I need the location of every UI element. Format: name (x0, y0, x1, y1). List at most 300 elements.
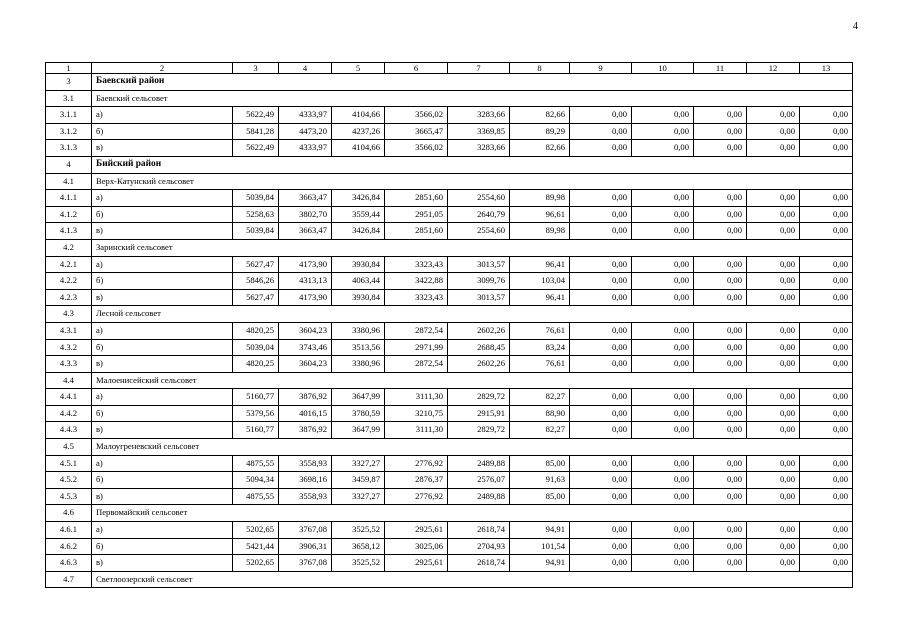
value-cell: 0,00 (570, 190, 632, 207)
value-cell: 0,00 (632, 555, 694, 572)
value-cell: 3327,27 (332, 455, 385, 472)
value-cell: 0,00 (747, 356, 800, 373)
value-cell: 3422,88 (385, 273, 448, 290)
row-code: 4.4 (46, 372, 92, 389)
value-cell: 83,24 (510, 339, 570, 356)
value-cell: 85,00 (510, 488, 570, 505)
row-code: 4.3.1 (46, 322, 92, 339)
value-cell: 91,63 (510, 472, 570, 489)
value-cell: 2618,74 (448, 522, 510, 539)
value-cell: 0,00 (747, 206, 800, 223)
value-cell: 0,00 (747, 538, 800, 555)
value-cell: 0,00 (800, 107, 853, 124)
table-row (46, 356, 853, 373)
value-cell: 0,00 (570, 140, 632, 157)
value-cell: 5841,28 (233, 123, 279, 140)
value-cell: 3111,30 (385, 422, 448, 439)
value-cell: 0,00 (694, 522, 747, 539)
row-variant: б) (92, 123, 233, 140)
value-cell: 0,00 (747, 339, 800, 356)
value-cell: 0,00 (632, 488, 694, 505)
value-cell: 4173,90 (279, 289, 332, 306)
value-cell: 0,00 (632, 522, 694, 539)
settlement-name: Малоугреневский сельсовет (92, 439, 853, 456)
value-cell: 0,00 (747, 123, 800, 140)
column-number: 4 (279, 63, 332, 74)
value-cell: 2618,74 (448, 555, 510, 572)
value-cell: 89,98 (510, 190, 570, 207)
value-cell: 0,00 (800, 339, 853, 356)
value-cell: 0,00 (632, 422, 694, 439)
table-row (46, 455, 853, 472)
value-cell: 3698,16 (279, 472, 332, 489)
value-cell: 0,00 (694, 273, 747, 290)
value-cell: 4820,25 (233, 356, 279, 373)
value-cell: 0,00 (570, 356, 632, 373)
value-cell: 0,00 (800, 289, 853, 306)
value-cell: 2851,60 (385, 190, 448, 207)
column-number-row (46, 63, 853, 74)
value-cell: 3767,08 (279, 522, 332, 539)
value-cell: 3566,02 (385, 140, 448, 157)
value-cell: 3323,43 (385, 256, 448, 273)
value-cell: 0,00 (747, 140, 800, 157)
row-code: 4.5.3 (46, 488, 92, 505)
district-row (46, 74, 853, 91)
value-cell: 0,00 (694, 256, 747, 273)
row-code: 4.5 (46, 439, 92, 456)
value-cell: 0,00 (747, 555, 800, 572)
settlement-name: Верх-Катунский сельсовет (92, 173, 853, 190)
value-cell: 4104,66 (332, 107, 385, 124)
value-cell: 0,00 (570, 273, 632, 290)
table-row (46, 256, 853, 273)
value-cell: 0,00 (747, 422, 800, 439)
value-cell: 82,27 (510, 389, 570, 406)
value-cell: 0,00 (632, 472, 694, 489)
value-cell: 2704,93 (448, 538, 510, 555)
column-number: 2 (92, 63, 233, 74)
value-cell: 3876,92 (279, 389, 332, 406)
row-code: 4.1.1 (46, 190, 92, 207)
row-code: 3.1.3 (46, 140, 92, 157)
value-cell: 0,00 (694, 555, 747, 572)
value-cell: 0,00 (570, 322, 632, 339)
row-code: 4 (46, 156, 92, 173)
column-number: 6 (385, 63, 448, 74)
value-cell: 3426,84 (332, 190, 385, 207)
value-cell: 0,00 (800, 555, 853, 572)
value-cell: 0,00 (747, 405, 800, 422)
row-variant: а) (92, 107, 233, 124)
row-code: 4.5.2 (46, 472, 92, 489)
value-cell: 3099,76 (448, 273, 510, 290)
value-cell: 0,00 (800, 472, 853, 489)
value-cell: 0,00 (800, 273, 853, 290)
row-code: 4.2.1 (46, 256, 92, 273)
value-cell: 3525,52 (332, 522, 385, 539)
value-cell: 3459,87 (332, 472, 385, 489)
value-cell: 0,00 (632, 223, 694, 240)
value-cell: 3380,96 (332, 356, 385, 373)
value-cell: 0,00 (570, 522, 632, 539)
value-cell: 0,00 (747, 289, 800, 306)
value-cell: 0,00 (694, 289, 747, 306)
value-cell: 0,00 (800, 322, 853, 339)
row-code: 4.4.2 (46, 405, 92, 422)
value-cell: 96,41 (510, 256, 570, 273)
value-cell: 3906,31 (279, 538, 332, 555)
value-cell: 5039,04 (233, 339, 279, 356)
row-code: 4.1 (46, 173, 92, 190)
value-cell: 0,00 (632, 140, 694, 157)
row-variant: а) (92, 190, 233, 207)
value-cell: 4875,55 (233, 488, 279, 505)
table-row (46, 322, 853, 339)
value-cell: 85,00 (510, 455, 570, 472)
value-cell: 2872,54 (385, 322, 448, 339)
value-cell: 2776,92 (385, 488, 448, 505)
value-cell: 5622,49 (233, 140, 279, 157)
value-cell: 2872,54 (385, 356, 448, 373)
value-cell: 0,00 (800, 422, 853, 439)
value-cell: 0,00 (694, 206, 747, 223)
settlement-name: Баевский сельсовет (92, 90, 853, 107)
row-code: 4.6.3 (46, 555, 92, 572)
value-cell: 5039,84 (233, 190, 279, 207)
section-row (46, 439, 853, 456)
value-cell: 4104,66 (332, 140, 385, 157)
district-name: Баевский район (92, 74, 853, 91)
column-number: 12 (747, 63, 800, 74)
value-cell: 0,00 (570, 405, 632, 422)
value-cell: 2602,26 (448, 356, 510, 373)
value-cell: 4333,97 (279, 107, 332, 124)
value-cell: 0,00 (694, 123, 747, 140)
value-cell: 0,00 (570, 555, 632, 572)
value-cell: 94,91 (510, 522, 570, 539)
value-cell: 0,00 (570, 123, 632, 140)
row-code: 4.6.2 (46, 538, 92, 555)
table-row (46, 123, 853, 140)
row-variant: в) (92, 422, 233, 439)
value-cell: 82,27 (510, 422, 570, 439)
value-cell: 3802,70 (279, 206, 332, 223)
district-row (46, 156, 853, 173)
column-number: 1 (46, 63, 92, 74)
section-row (46, 173, 853, 190)
value-cell: 2829,72 (448, 389, 510, 406)
value-cell: 3327,27 (332, 488, 385, 505)
value-cell: 4016,15 (279, 405, 332, 422)
value-cell: 0,00 (800, 356, 853, 373)
row-code: 4.2.3 (46, 289, 92, 306)
row-variant: в) (92, 289, 233, 306)
value-cell: 4063,44 (332, 273, 385, 290)
value-cell: 3663,47 (279, 223, 332, 240)
value-cell: 3767,08 (279, 555, 332, 572)
row-variant: в) (92, 140, 233, 157)
row-variant: в) (92, 555, 233, 572)
value-cell: 0,00 (747, 223, 800, 240)
value-cell: 2971,99 (385, 339, 448, 356)
value-cell: 3525,52 (332, 555, 385, 572)
column-number: 7 (448, 63, 510, 74)
value-cell: 5421,44 (233, 538, 279, 555)
value-cell: 0,00 (747, 190, 800, 207)
value-cell: 2554,60 (448, 223, 510, 240)
value-cell: 2951,05 (385, 206, 448, 223)
table-row (46, 206, 853, 223)
value-cell: 2776,92 (385, 455, 448, 472)
value-cell: 89,29 (510, 123, 570, 140)
value-cell: 2829,72 (448, 422, 510, 439)
value-cell: 0,00 (632, 339, 694, 356)
row-code: 4.3.2 (46, 339, 92, 356)
value-cell: 0,00 (800, 389, 853, 406)
row-code: 4.4.1 (46, 389, 92, 406)
value-cell: 0,00 (694, 538, 747, 555)
table-row (46, 405, 853, 422)
value-cell: 2915,91 (448, 405, 510, 422)
column-number: 9 (570, 63, 632, 74)
section-row (46, 372, 853, 389)
table-row (46, 389, 853, 406)
value-cell: 3210,75 (385, 405, 448, 422)
row-variant: б) (92, 273, 233, 290)
row-variant: а) (92, 389, 233, 406)
value-cell: 3604,23 (279, 322, 332, 339)
value-cell: 0,00 (800, 140, 853, 157)
value-cell: 0,00 (632, 273, 694, 290)
value-cell: 0,00 (694, 389, 747, 406)
value-cell: 5627,47 (233, 289, 279, 306)
value-cell: 96,41 (510, 289, 570, 306)
value-cell: 3647,99 (332, 389, 385, 406)
value-cell: 0,00 (800, 190, 853, 207)
value-cell: 2489,88 (448, 488, 510, 505)
value-cell: 2876,37 (385, 472, 448, 489)
table-row (46, 140, 853, 157)
value-cell: 3283,66 (448, 140, 510, 157)
value-cell: 0,00 (570, 538, 632, 555)
value-cell: 3558,93 (279, 455, 332, 472)
value-cell: 0,00 (694, 488, 747, 505)
value-cell: 89,98 (510, 223, 570, 240)
column-number: 8 (510, 63, 570, 74)
value-cell: 3558,93 (279, 488, 332, 505)
value-cell: 0,00 (800, 455, 853, 472)
row-code: 3 (46, 74, 92, 91)
column-number: 5 (332, 63, 385, 74)
row-variant: б) (92, 538, 233, 555)
row-variant: а) (92, 256, 233, 273)
value-cell: 0,00 (570, 389, 632, 406)
value-cell: 3111,30 (385, 389, 448, 406)
value-cell: 76,61 (510, 322, 570, 339)
row-code: 3.1 (46, 90, 92, 107)
row-variant: в) (92, 356, 233, 373)
value-cell: 0,00 (800, 206, 853, 223)
table-row (46, 488, 853, 505)
section-row (46, 571, 853, 588)
row-code: 4.1.2 (46, 206, 92, 223)
value-cell: 5160,77 (233, 389, 279, 406)
table-row (46, 190, 853, 207)
column-number: 11 (694, 63, 747, 74)
value-cell: 3780,59 (332, 405, 385, 422)
value-cell: 3647,99 (332, 422, 385, 439)
value-cell: 2925,61 (385, 555, 448, 572)
row-variant: б) (92, 405, 233, 422)
value-cell: 0,00 (632, 322, 694, 339)
value-cell: 3930,84 (332, 289, 385, 306)
value-cell: 0,00 (694, 190, 747, 207)
value-cell: 96,61 (510, 206, 570, 223)
row-code: 4.2 (46, 239, 92, 256)
value-cell: 0,00 (747, 472, 800, 489)
value-cell: 3323,43 (385, 289, 448, 306)
row-variant: а) (92, 322, 233, 339)
table-row (46, 273, 853, 290)
table-row (46, 107, 853, 124)
value-cell: 3025,06 (385, 538, 448, 555)
value-cell: 4313,13 (279, 273, 332, 290)
value-cell: 0,00 (570, 289, 632, 306)
table-row (46, 538, 853, 555)
row-code: 4.3.3 (46, 356, 92, 373)
value-cell: 5379,56 (233, 405, 279, 422)
value-cell: 0,00 (800, 123, 853, 140)
value-cell: 3658,12 (332, 538, 385, 555)
value-cell: 94,91 (510, 555, 570, 572)
settlement-name: Лесной сельсовет (92, 306, 853, 323)
value-cell: 0,00 (694, 422, 747, 439)
value-cell: 0,00 (570, 206, 632, 223)
value-cell: 5160,77 (233, 422, 279, 439)
value-cell: 2576,07 (448, 472, 510, 489)
value-cell: 3013,57 (448, 289, 510, 306)
value-cell: 2688,45 (448, 339, 510, 356)
value-cell: 4820,25 (233, 322, 279, 339)
value-cell: 0,00 (632, 190, 694, 207)
row-variant: б) (92, 339, 233, 356)
value-cell: 4333,97 (279, 140, 332, 157)
row-variant: в) (92, 223, 233, 240)
value-cell: 0,00 (747, 389, 800, 406)
value-cell: 103,04 (510, 273, 570, 290)
value-cell: 0,00 (694, 339, 747, 356)
column-number: 10 (632, 63, 694, 74)
value-cell: 0,00 (632, 405, 694, 422)
value-cell: 0,00 (632, 206, 694, 223)
value-cell: 3380,96 (332, 322, 385, 339)
value-cell: 82,66 (510, 140, 570, 157)
value-cell: 2925,61 (385, 522, 448, 539)
value-cell: 0,00 (747, 273, 800, 290)
value-cell: 4875,55 (233, 455, 279, 472)
value-cell: 2489,88 (448, 455, 510, 472)
value-cell: 0,00 (800, 538, 853, 555)
value-cell: 82,66 (510, 107, 570, 124)
table-row (46, 555, 853, 572)
value-cell: 101,54 (510, 538, 570, 555)
section-row (46, 239, 853, 256)
value-cell: 0,00 (694, 223, 747, 240)
value-cell: 3604,23 (279, 356, 332, 373)
value-cell: 0,00 (632, 256, 694, 273)
value-cell: 0,00 (800, 488, 853, 505)
value-cell: 0,00 (632, 289, 694, 306)
value-cell: 3663,47 (279, 190, 332, 207)
value-cell: 0,00 (694, 107, 747, 124)
value-cell: 0,00 (570, 339, 632, 356)
table-body (46, 63, 853, 588)
column-number: 3 (233, 63, 279, 74)
value-cell: 3665,47 (385, 123, 448, 140)
value-cell: 0,00 (800, 405, 853, 422)
value-cell: 0,00 (747, 322, 800, 339)
value-cell: 5258,63 (233, 206, 279, 223)
value-cell: 0,00 (747, 488, 800, 505)
row-code: 4.3 (46, 306, 92, 323)
value-cell: 0,00 (800, 223, 853, 240)
value-cell: 2640,79 (448, 206, 510, 223)
tariff-table (45, 62, 853, 588)
table-row (46, 223, 853, 240)
table-row (46, 522, 853, 539)
table-row (46, 472, 853, 489)
column-number: 13 (800, 63, 853, 74)
row-variant: б) (92, 206, 233, 223)
value-cell: 0,00 (747, 522, 800, 539)
value-cell: 0,00 (632, 538, 694, 555)
row-code: 4.1.3 (46, 223, 92, 240)
row-variant: б) (92, 472, 233, 489)
value-cell: 88,90 (510, 405, 570, 422)
row-code: 4.6 (46, 505, 92, 522)
value-cell: 0,00 (570, 422, 632, 439)
value-cell: 0,00 (570, 223, 632, 240)
value-cell: 3930,84 (332, 256, 385, 273)
value-cell: 0,00 (747, 107, 800, 124)
row-code: 4.6.1 (46, 522, 92, 539)
value-cell: 5622,49 (233, 107, 279, 124)
value-cell: 4237,26 (332, 123, 385, 140)
value-cell: 3566,02 (385, 107, 448, 124)
row-code: 3.1.2 (46, 123, 92, 140)
row-code: 4.2.2 (46, 273, 92, 290)
value-cell: 0,00 (570, 472, 632, 489)
row-code: 4.4.3 (46, 422, 92, 439)
table-row (46, 339, 853, 356)
value-cell: 0,00 (694, 405, 747, 422)
value-cell: 0,00 (632, 123, 694, 140)
value-cell: 76,61 (510, 356, 570, 373)
value-cell: 3743,46 (279, 339, 332, 356)
value-cell: 5094,34 (233, 472, 279, 489)
row-variant: а) (92, 522, 233, 539)
value-cell: 0,00 (694, 472, 747, 489)
value-cell: 4173,90 (279, 256, 332, 273)
value-cell: 0,00 (632, 356, 694, 373)
value-cell: 0,00 (570, 455, 632, 472)
value-cell: 2554,60 (448, 190, 510, 207)
value-cell: 3426,84 (332, 223, 385, 240)
value-cell: 0,00 (800, 256, 853, 273)
settlement-name: Светлоозерский сельсовет (92, 571, 853, 588)
value-cell: 0,00 (694, 322, 747, 339)
